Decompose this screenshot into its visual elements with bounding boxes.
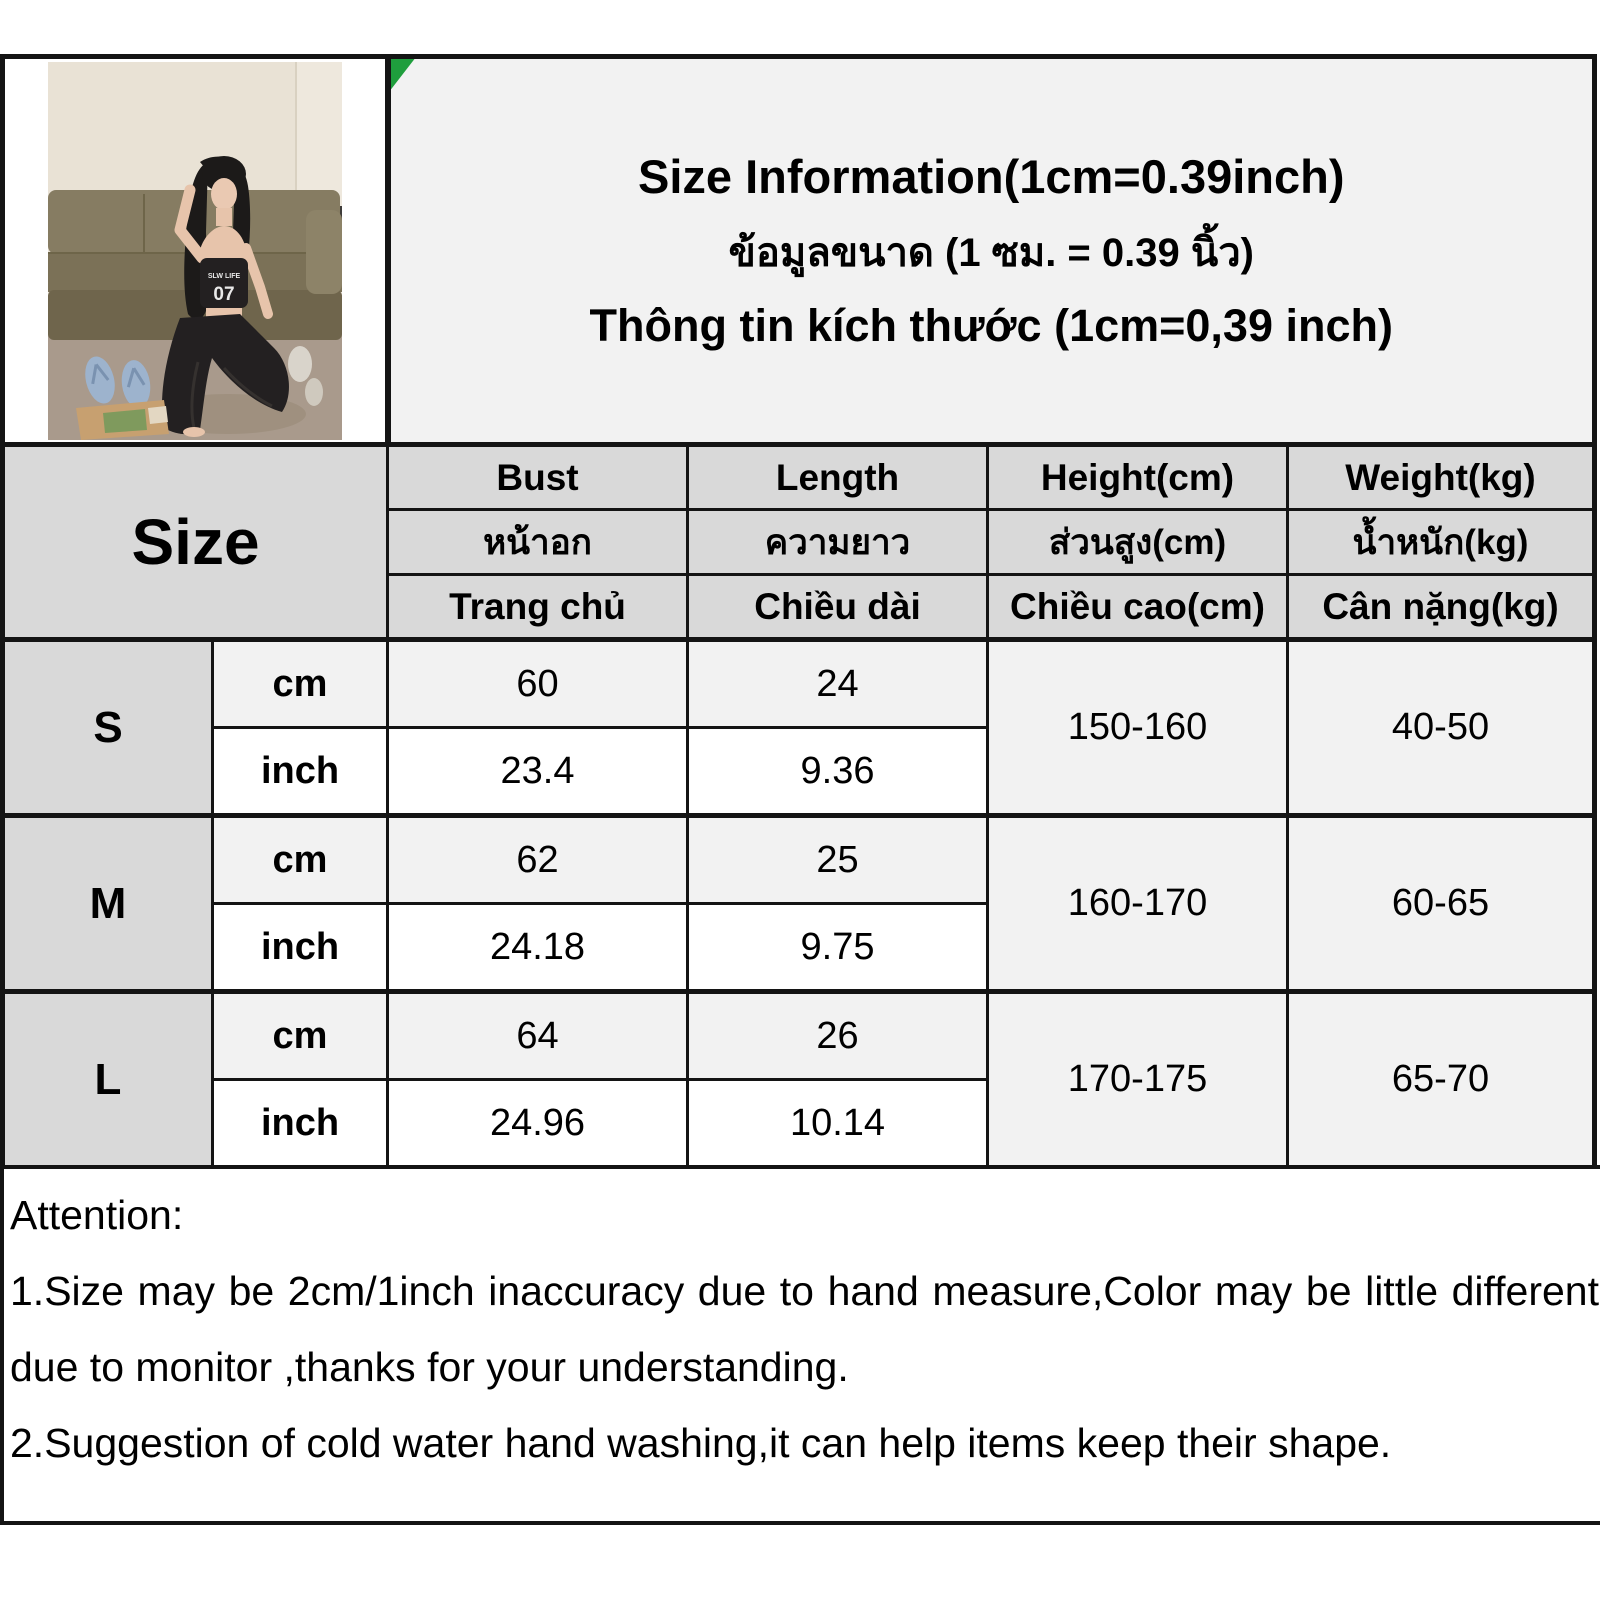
l-height: 170-175 bbox=[988, 992, 1288, 1168]
unit-inch: inch bbox=[213, 904, 388, 992]
l-length-inch: 10.14 bbox=[688, 1080, 988, 1168]
l-bust-cm: 64 bbox=[388, 992, 688, 1080]
size-label-s: S bbox=[3, 640, 213, 816]
m-weight: 60-65 bbox=[1288, 816, 1595, 992]
title-vietnamese: Thông tin kích thước (1cm=0,39 inch) bbox=[589, 300, 1393, 351]
m-bust-inch: 24.18 bbox=[388, 904, 688, 992]
l-length-cm: 26 bbox=[688, 992, 988, 1080]
header-bust-en: Bust bbox=[388, 445, 688, 510]
s-length-inch: 9.36 bbox=[688, 728, 988, 816]
s-height: 150-160 bbox=[988, 640, 1288, 816]
s-weight: 40-50 bbox=[1288, 640, 1595, 816]
attention-line-1: 1.Size may be 2cm/1inch inaccuracy due to hand measure,Color may be little different bbox=[10, 1268, 1599, 1314]
s-bust-inch: 23.4 bbox=[388, 728, 688, 816]
header-bust-th: หน้าอก bbox=[388, 510, 688, 575]
attention-heading: Attention: bbox=[10, 1192, 184, 1238]
size-label-l: L bbox=[3, 992, 213, 1168]
photo-cell bbox=[3, 57, 388, 445]
unit-inch: inch bbox=[213, 1080, 388, 1168]
unit-cm: cm bbox=[213, 640, 388, 728]
table-row bbox=[3, 992, 1595, 1080]
header-length-th: ความยาว bbox=[688, 510, 988, 575]
header-weight-vi: Cân nặng(kg) bbox=[1288, 575, 1595, 640]
unit-inch: inch bbox=[213, 728, 388, 816]
svg-text:07: 07 bbox=[213, 283, 235, 305]
header-bust-vi: Trang chủ bbox=[388, 575, 688, 640]
s-bust-cm: 60 bbox=[388, 640, 688, 728]
unit-cm: cm bbox=[213, 816, 388, 904]
table-row bbox=[3, 640, 1595, 728]
product-photo bbox=[48, 62, 342, 440]
size-column-header: Size bbox=[3, 445, 388, 640]
m-length-cm: 25 bbox=[688, 816, 988, 904]
m-bust-cm: 62 bbox=[388, 816, 688, 904]
m-height: 160-170 bbox=[988, 816, 1288, 992]
s-length-cm: 24 bbox=[688, 640, 988, 728]
header-length-en: Length bbox=[688, 445, 988, 510]
size-label-m: M bbox=[3, 816, 213, 992]
header-length-vi: Chiều dài bbox=[688, 575, 988, 640]
header-height-vi: Chiều cao(cm) bbox=[988, 575, 1288, 640]
header-height-en: Height(cm) bbox=[988, 445, 1288, 510]
attention-line-3: 2.Suggestion of cold water hand washing,it can help items keep their shape. bbox=[10, 1420, 1392, 1466]
table-row bbox=[3, 816, 1595, 904]
attention-note bbox=[0, 1165, 1600, 1525]
green-corner-flag-icon bbox=[391, 59, 415, 90]
title-english: Size Information(1cm=0.39inch) bbox=[638, 150, 1345, 203]
header-weight-en: Weight(kg) bbox=[1288, 445, 1595, 510]
header-height-th: ส่วนสูง(cm) bbox=[988, 510, 1288, 575]
header-weight-th: น้ำหนัก(kg) bbox=[1288, 510, 1595, 575]
title-panel bbox=[388, 57, 1595, 445]
unit-cm: cm bbox=[213, 992, 388, 1080]
attention-line-2: due to monitor ,thanks for your understanding. bbox=[10, 1344, 849, 1390]
size-table bbox=[0, 54, 1597, 1170]
m-length-inch: 9.75 bbox=[688, 904, 988, 992]
l-weight: 65-70 bbox=[1288, 992, 1595, 1168]
title-thai: ข้อมูลขนาด (1 ซม. = 0.39 นิ้ว) bbox=[728, 231, 1254, 275]
svg-text:SLW LIFE: SLW LIFE bbox=[207, 272, 240, 280]
l-bust-inch: 24.96 bbox=[388, 1080, 688, 1168]
